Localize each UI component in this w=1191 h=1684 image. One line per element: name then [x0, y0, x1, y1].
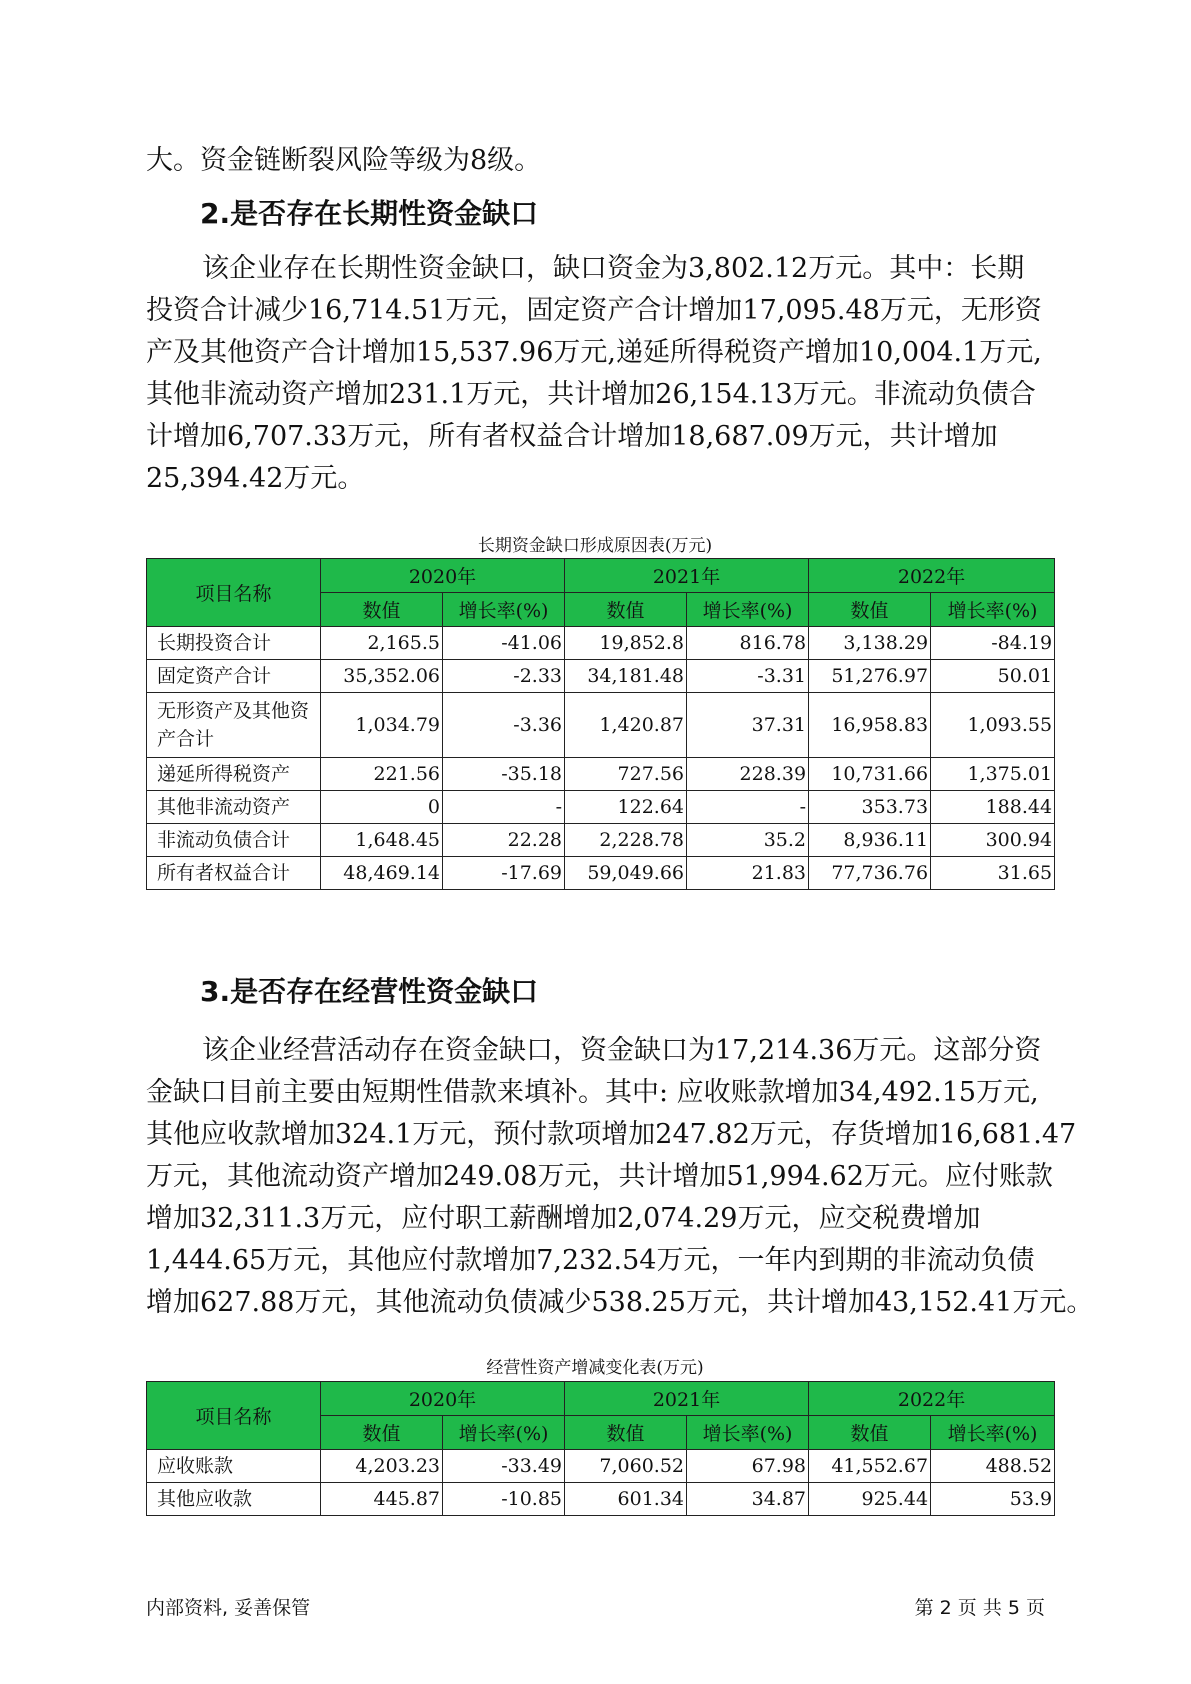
header-rate: 增长率(%) — [687, 593, 809, 627]
table-row — [147, 660, 1055, 693]
paragraph-line: 万元，其他流动资产增加249.08万元，共计增加51,994.62万元。应付账款 — [146, 1161, 1053, 1192]
cell-rate: 31.65 — [931, 857, 1055, 890]
cell-value: 77,736.76 — [809, 857, 931, 890]
header-value: 数值 — [321, 1416, 443, 1450]
intro-paragraph — [146, 140, 1044, 182]
cell-rate: -3.36 — [443, 693, 565, 758]
cell-rate: -17.69 — [443, 857, 565, 890]
header-value: 数值 — [565, 593, 687, 627]
table-row — [147, 824, 1055, 857]
cell-value: 8,936.11 — [809, 824, 931, 857]
cell-value: 727.56 — [565, 758, 687, 791]
cell-value: 1,034.79 — [321, 693, 443, 758]
table-row — [147, 857, 1055, 890]
paragraph-line: 产及其他资产合计增加15,537.96万元,递延所得税资产增加10,004.1万元, — [146, 337, 1042, 368]
cell-value: 59,049.66 — [565, 857, 687, 890]
cell-rate: 816.78 — [687, 627, 809, 660]
paragraph-line: 1,444.65万元，其他应付款增加7,232.54万元，一年内到期的非流动负债 — [146, 1245, 1035, 1276]
cell-value: 48,469.14 — [321, 857, 443, 890]
table-row — [147, 758, 1055, 791]
row-name: 其他非流动资产 — [147, 791, 321, 824]
header-year: 2022年 — [809, 559, 1055, 593]
cell-rate: -41.06 — [443, 627, 565, 660]
table-row — [147, 1483, 1055, 1516]
paragraph-line: 其他应收款增加324.1万元，预付款项增加247.82万元，存货增加16,681.47 — [146, 1119, 1077, 1150]
section-2-paragraph — [146, 248, 1044, 500]
header-rate: 增长率(%) — [931, 1416, 1055, 1450]
row-name: 应收账款 — [147, 1450, 321, 1483]
paragraph-line: 其他非流动资产增加231.1万元，共计增加26,154.13万元。非流动负债合 — [146, 379, 1036, 410]
table-row — [147, 791, 1055, 824]
table-row — [147, 693, 1055, 758]
table-2-caption: 经营性资产增减变化表(万元) — [486, 1358, 704, 1378]
cell-value: 353.73 — [809, 791, 931, 824]
cell-value: 1,420.87 — [565, 693, 687, 758]
cell-rate: -10.85 — [443, 1483, 565, 1516]
header-item-name: 项目名称 — [147, 559, 321, 627]
header-rate: 增长率(%) — [443, 593, 565, 627]
cell-value: 34,181.48 — [565, 660, 687, 693]
section-2-heading: 2.是否存在长期性资金缺口 — [200, 197, 539, 230]
header-value: 数值 — [809, 593, 931, 627]
row-name: 其他应收款 — [147, 1483, 321, 1516]
cell-rate: - — [687, 791, 809, 824]
operating-assets-table — [146, 1381, 1055, 1516]
footer-confidential-note: 内部资料, 妥善保管 — [146, 1597, 311, 1619]
header-year: 2020年 — [321, 559, 565, 593]
cell-rate: 50.01 — [931, 660, 1055, 693]
cell-rate: 34.87 — [687, 1483, 809, 1516]
cell-value: 10,731.66 — [809, 758, 931, 791]
row-name: 长期投资合计 — [147, 627, 321, 660]
cell-value: 122.64 — [565, 791, 687, 824]
cell-value: 35,352.06 — [321, 660, 443, 693]
header-rate: 增长率(%) — [443, 1416, 565, 1450]
header-year: 2022年 — [809, 1382, 1055, 1416]
cell-rate: -2.33 — [443, 660, 565, 693]
cell-rate: 1,375.01 — [931, 758, 1055, 791]
row-name: 非流动负债合计 — [147, 824, 321, 857]
paragraph-line: 该企业存在长期性资金缺口，缺口资金为3,802.12万元。其中：长期 — [202, 253, 1025, 284]
row-name: 所有者权益合计 — [147, 857, 321, 890]
cell-value: 0 — [321, 791, 443, 824]
cell-value: 51,276.97 — [809, 660, 931, 693]
header-value: 数值 — [565, 1416, 687, 1450]
paragraph-line: 该企业经营活动存在资金缺口，资金缺口为17,214.36万元。这部分资 — [202, 1035, 1042, 1066]
cell-rate: - — [443, 791, 565, 824]
paragraph-line: 增加32,311.3万元，应付职工薪酬增加2,074.29万元，应交税费增加 — [146, 1203, 981, 1234]
cell-value: 4,203.23 — [321, 1450, 443, 1483]
cell-rate: 67.98 — [687, 1450, 809, 1483]
cell-value: 1,648.45 — [321, 824, 443, 857]
cell-rate: 300.94 — [931, 824, 1055, 857]
cell-value: 2,165.5 — [321, 627, 443, 660]
cell-rate: 1,093.55 — [931, 693, 1055, 758]
cell-value: 16,958.83 — [809, 693, 931, 758]
paragraph-line: 25,394.42万元。 — [146, 463, 365, 494]
cell-value: 7,060.52 — [565, 1450, 687, 1483]
cell-value: 601.34 — [565, 1483, 687, 1516]
header-year: 2021年 — [565, 559, 809, 593]
long-term-gap-table — [146, 558, 1055, 890]
cell-rate: -35.18 — [443, 758, 565, 791]
cell-rate: 53.9 — [931, 1483, 1055, 1516]
header-year: 2020年 — [321, 1382, 565, 1416]
cell-rate: 35.2 — [687, 824, 809, 857]
paragraph-line: 增加627.88万元，其他流动负债减少538.25万元，共计增加43,152.41万元。 — [146, 1287, 1094, 1318]
paragraph-line: 大。资金链断裂风险等级为8级。 — [146, 145, 542, 176]
cell-value: 19,852.8 — [565, 627, 687, 660]
section-3-paragraph — [146, 1030, 1094, 1324]
cell-rate: -33.49 — [443, 1450, 565, 1483]
row-name: 递延所得税资产 — [147, 758, 321, 791]
cell-value: 925.44 — [809, 1483, 931, 1516]
header-rate: 增长率(%) — [687, 1416, 809, 1450]
table-1-caption: 长期资金缺口形成原因表(万元) — [477, 536, 713, 556]
row-name: 固定资产合计 — [147, 660, 321, 693]
cell-value: 41,552.67 — [809, 1450, 931, 1483]
cell-rate: 488.52 — [931, 1450, 1055, 1483]
cell-rate: -3.31 — [687, 660, 809, 693]
paragraph-line: 计增加6,707.33万元，所有者权益合计增加18,687.09万元，共计增加 — [146, 421, 998, 452]
row-name: 无形资产及其他资产合计 — [147, 693, 321, 758]
table-row — [147, 627, 1055, 660]
table-row — [147, 1450, 1055, 1483]
cell-rate: 21.83 — [687, 857, 809, 890]
cell-rate: 228.39 — [687, 758, 809, 791]
header-value: 数值 — [809, 1416, 931, 1450]
header-value: 数值 — [321, 593, 443, 627]
cell-value: 2,228.78 — [565, 824, 687, 857]
cell-rate: 188.44 — [931, 791, 1055, 824]
header-rate: 增长率(%) — [931, 593, 1055, 627]
header-item-name: 项目名称 — [147, 1382, 321, 1450]
cell-value: 445.87 — [321, 1483, 443, 1516]
cell-rate: 37.31 — [687, 693, 809, 758]
cell-value: 3,138.29 — [809, 627, 931, 660]
footer-page-number: 第 2 页 共 5 页 — [914, 1597, 1045, 1619]
cell-value: 221.56 — [321, 758, 443, 791]
paragraph-line: 投资合计减少16,714.51万元，固定资产合计增加17,095.48万元，无形资 — [146, 295, 1042, 326]
paragraph-line: 金缺口目前主要由短期性借款来填补。其中: 应收账款增加34,492.15万元, — [146, 1077, 1039, 1108]
section-3-heading: 3.是否存在经营性资金缺口 — [200, 975, 539, 1008]
cell-rate: 22.28 — [443, 824, 565, 857]
header-year: 2021年 — [565, 1382, 809, 1416]
cell-rate: -84.19 — [931, 627, 1055, 660]
